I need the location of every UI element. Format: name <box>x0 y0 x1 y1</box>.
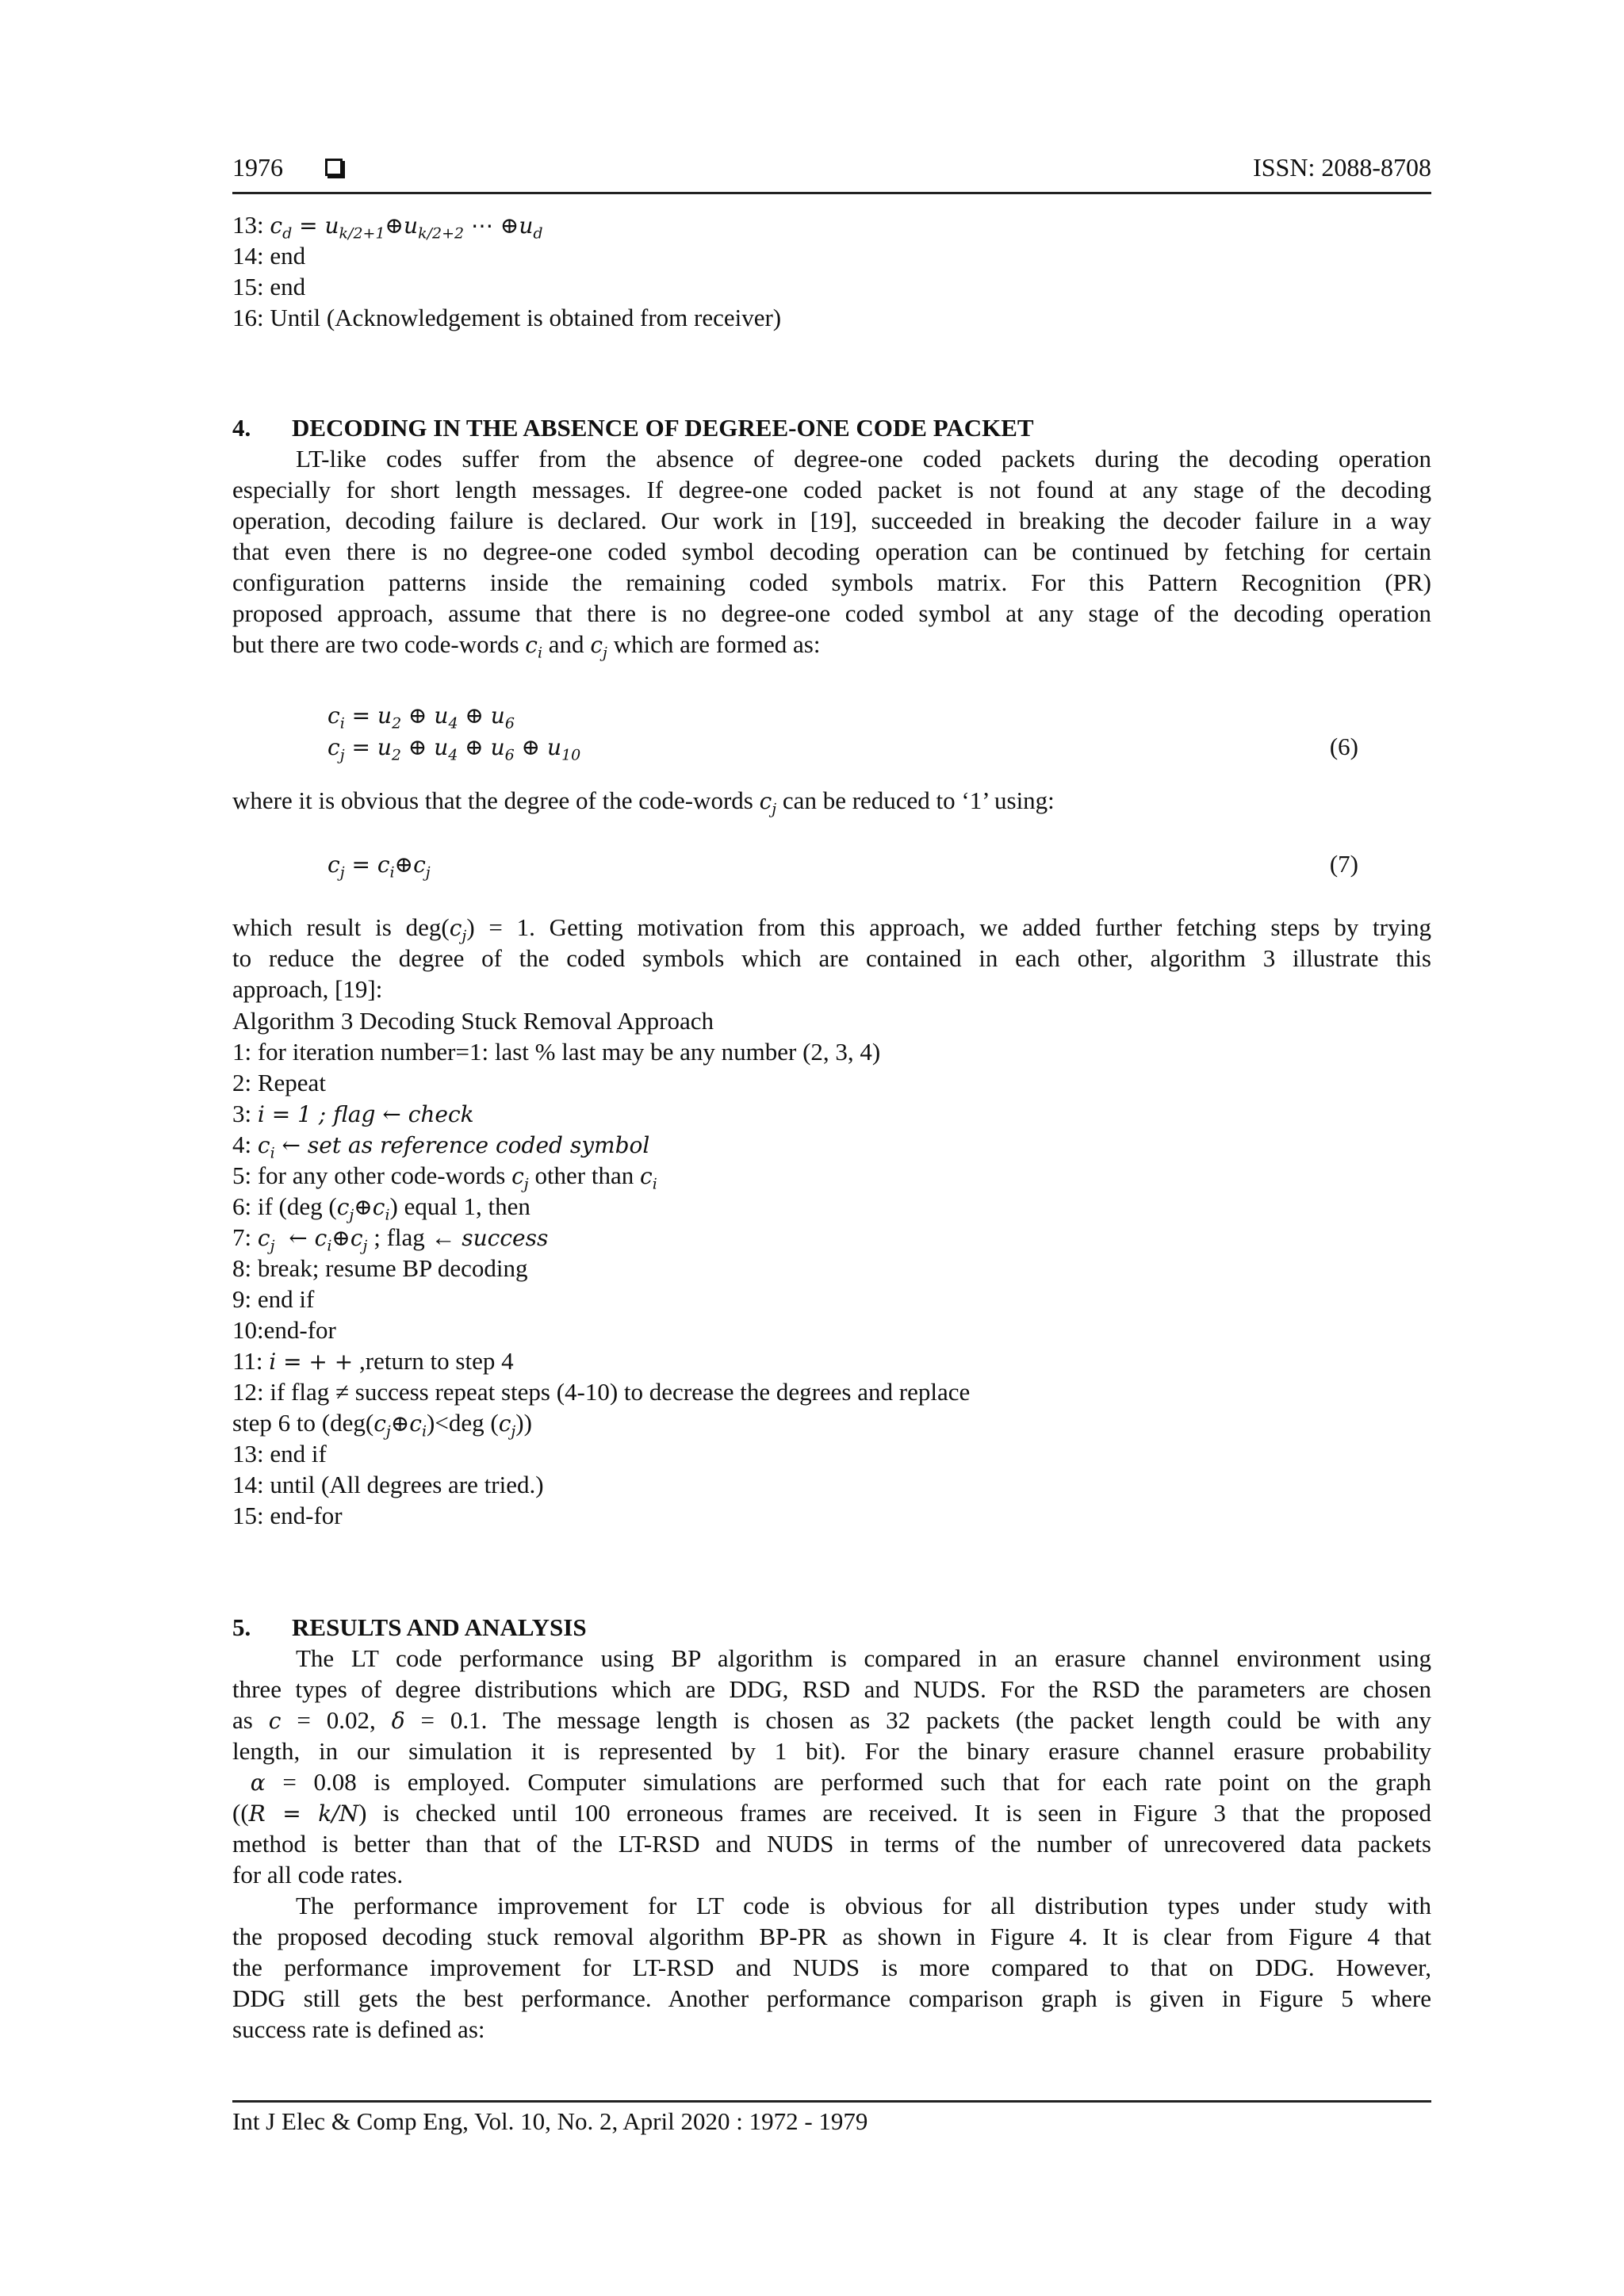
section-5-heading: 5. RESULTS AND ANALYSIS <box>232 1613 587 1641</box>
paragraph-line: length, in our simulation it is represented by 1 bit). For the binary erasure channel erasure probability <box>232 1737 1431 1765</box>
issn-label: ISSN: 2088-8708 <box>1253 153 1431 182</box>
paragraph-line: method is better than that of the LT-RSD and NUDS in terms of the number of unrecovered data packets <box>232 1830 1431 1858</box>
paragraph-line: especially for short length messages. If degree-one coded packet is not found at any stage of the decoding <box>232 476 1431 503</box>
page-footer <box>232 2100 1431 2137</box>
paragraph-line: but there are two code-words $c_i$ and $c_j$ which are formed as: <box>232 630 821 662</box>
paragraph-line: configuration patterns inside the remaining coded symbols matrix. For this Pattern Recognition (PR) <box>232 568 1431 596</box>
paragraph-line: the proposed decoding stuck removal algorithm BP-PR as shown in Figure 4. It is clear from Figure 4 that <box>232 1923 1431 1950</box>
page-number: 1976 <box>232 153 283 182</box>
section-4 <box>232 412 1431 660</box>
algorithm-title: Algorithm 3 Decoding Stuck Removal Approach <box>232 1007 714 1035</box>
paragraph-line: success rate is defined as: <box>232 2015 485 2043</box>
algo-line: 12: if flag ≠ success repeat steps (4-10) to decrease the degrees and replace <box>232 1378 971 1406</box>
paragraph-line: three types of degree distributions which are DDG, RSD and NUDS. For the RSD the parameters are chosen <box>232 1675 1431 1703</box>
algo-line-14: 14: end <box>232 242 306 270</box>
page-header <box>232 152 1431 194</box>
paragraph-line: as c = 0.02, δ = 0.1. The message length is chosen as 32 packets (the packet length could be with any <box>232 1706 1431 1734</box>
text-after-eq6: where it is obvious that the degree of the code-words $c_j$ can be reduced to ‘1’ using: <box>232 786 1055 818</box>
equation-6a: $c_i = u_2$ ⊕ $u_4$ ⊕ $u_6$ <box>327 702 515 733</box>
algo-line: 14: until (All degrees are tried.) <box>232 1471 544 1498</box>
algo-line: 15: end-for <box>232 1502 343 1529</box>
algo-line: 7: $c_j$ ← $c_i\oplus c_j$ ; flag ← success <box>232 1223 549 1255</box>
algorithm2-tail <box>232 209 1431 333</box>
text-after-eq7: which result is $deg(c_j) = 1$. Getting motivation from this approach, we added further fetching steps by trying to reduce the degree of the coded symbols which are contained in each other, algorithm 3 illustrate this approach, [19]: <box>232 913 1432 1003</box>
algo-line-13: 13: $c_d$ = $u_{k/2+1}\oplus u_{k/2+2}$ ⋯ $\oplus u_d$ <box>232 211 543 243</box>
equation-7: $c_j$ = $c_i\oplus c_j$ (7) <box>327 850 1358 882</box>
algo-line: 2: Repeat <box>232 1069 326 1096</box>
equation-number: (6) <box>1329 733 1358 760</box>
algo-line: 11: i = + + ,return to step 4 <box>232 1347 514 1375</box>
algo-line: 6: if (deg $(c_j\oplus c_i)$ equal 1, then <box>232 1192 530 1224</box>
algorithm-3 <box>232 1005 1431 1531</box>
algo-line: step 6 to ($deg(c_j\oplus c_i)<deg$ $(c_j)$) <box>232 1409 532 1441</box>
algo-line: 3: i = 1 ; flag ← check <box>232 1100 474 1127</box>
algo-line-15: 15: end <box>232 273 306 300</box>
algo-line: 8: break; resume BP decoding <box>232 1254 528 1282</box>
paragraph-line: LT-like codes suffer from the absence of degree-one coded packets during the decoding operation <box>296 445 1431 473</box>
paragraph-line: α = 0.08 is employed. Computer simulations are performed such that for each rate point on the graph <box>232 1768 1431 1796</box>
algo-line: 5: for any other code-words $c_j$ other than $c_i$ <box>232 1161 657 1193</box>
square-bullet-icon <box>325 159 343 176</box>
algo-line: 9: end if <box>232 1285 315 1313</box>
paragraph-line: operation, decoding failure is declared. Our work in [19], succeeded in breaking the decoder failure in a way <box>232 507 1431 534</box>
paragraph-line: The performance improvement for LT code is obvious for all distribution types under study with <box>296 1892 1431 1919</box>
equation-number: (7) <box>1329 850 1358 878</box>
equation-6b: $c_j = u_2$ ⊕ $u_4$ ⊕ $u_6$ ⊕ $u_{10}$ (6) <box>327 733 1358 764</box>
algo-line: 4: $c_i$ ← set as reference coded symbol <box>232 1131 650 1162</box>
paragraph-line: DDG still gets the best performance. Another performance comparison graph is given in Figure 5 where <box>232 1984 1431 2012</box>
algo-line: 13: end if <box>232 1440 327 1468</box>
section-4-heading: 4. DECODING IN THE ABSENCE OF DEGREE-ONE CODE PACKET <box>232 414 1034 442</box>
paragraph-line: that even there is no degree-one coded symbol decoding operation can be continued by fetching for certain <box>232 538 1431 565</box>
paragraph-line: ((R = k/N) is checked until 100 erroneous frames are received. It is seen in Figure 3 that the proposed <box>232 1799 1431 1827</box>
paragraph-line: The LT code performance using BP algorithm is compared in an erasure channel environment using <box>296 1644 1431 1672</box>
algo-line-16: 16: Until (Acknowledgement is obtained from receiver) <box>232 304 782 331</box>
algo-line: 10:end-for <box>232 1316 336 1344</box>
paragraph-line: proposed approach, assume that there is no degree-one coded symbol at any stage of the decoding operation <box>232 599 1431 627</box>
paragraph-line: the performance improvement for LT-RSD and NUDS is more compared to that on DDG. However, <box>232 1954 1431 1981</box>
algo-line: 1: for iteration number=1: last % last may be any number (2, 3, 4) <box>232 1038 881 1066</box>
journal-citation: Int J Elec & Comp Eng, Vol. 10, No. 2, April 2020 : 1972 - 1979 <box>232 2107 868 2135</box>
paragraph-line: for all code rates. <box>232 1861 404 1888</box>
section-5 <box>232 1612 1431 2045</box>
